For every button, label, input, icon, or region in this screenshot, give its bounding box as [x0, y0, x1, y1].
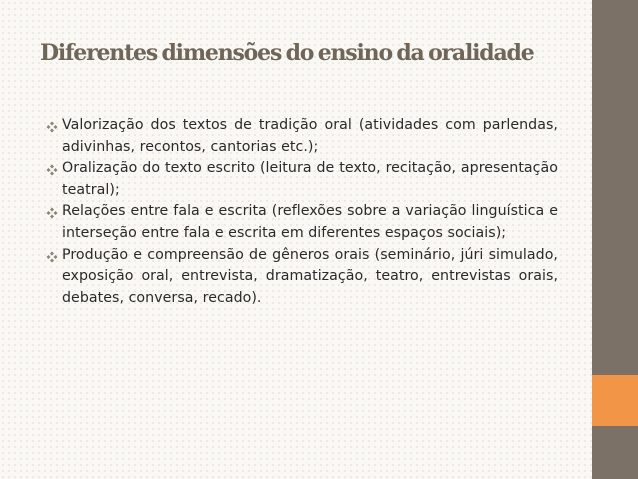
- right-sidebar: [592, 0, 638, 479]
- bullet-text: Oralização do texto escrito (leitura de texto, recitação, apresentação teatral);: [62, 160, 558, 198]
- orange-accent-block: [592, 375, 638, 426]
- bullet-text: Valorização dos textos de tradição oral (atividades com parlendas, adivinhas, recontos, cantorias etc.);: [62, 117, 558, 155]
- bullet-item-valorizacao: [45, 115, 558, 158]
- bullet-text: Relações entre fala e escrita (reflexões sobre a variação linguística e interseção entre fala e escrita em diferentes espaços sociais);: [62, 203, 558, 241]
- four-diamond-bullet-icon: [46, 207, 58, 219]
- bullet-list: [45, 115, 558, 309]
- four-diamond-bullet-icon: [46, 251, 58, 263]
- slide-title: Diferentes dimensões do ensino da oralidade: [40, 40, 534, 66]
- four-diamond-bullet-icon: [46, 121, 58, 133]
- bullet-item-relacoes: [45, 201, 558, 244]
- bullet-text: Produção e compreensão de gêneros orais (seminário, júri simulado, exposição oral, entrevista, dramatização, teatro, entrevistas orais, debates, conversa, recado).: [62, 246, 558, 306]
- bullet-item-oralizacao: [45, 158, 558, 201]
- four-diamond-bullet-icon: [46, 164, 58, 176]
- bullet-item-producao: [45, 245, 558, 310]
